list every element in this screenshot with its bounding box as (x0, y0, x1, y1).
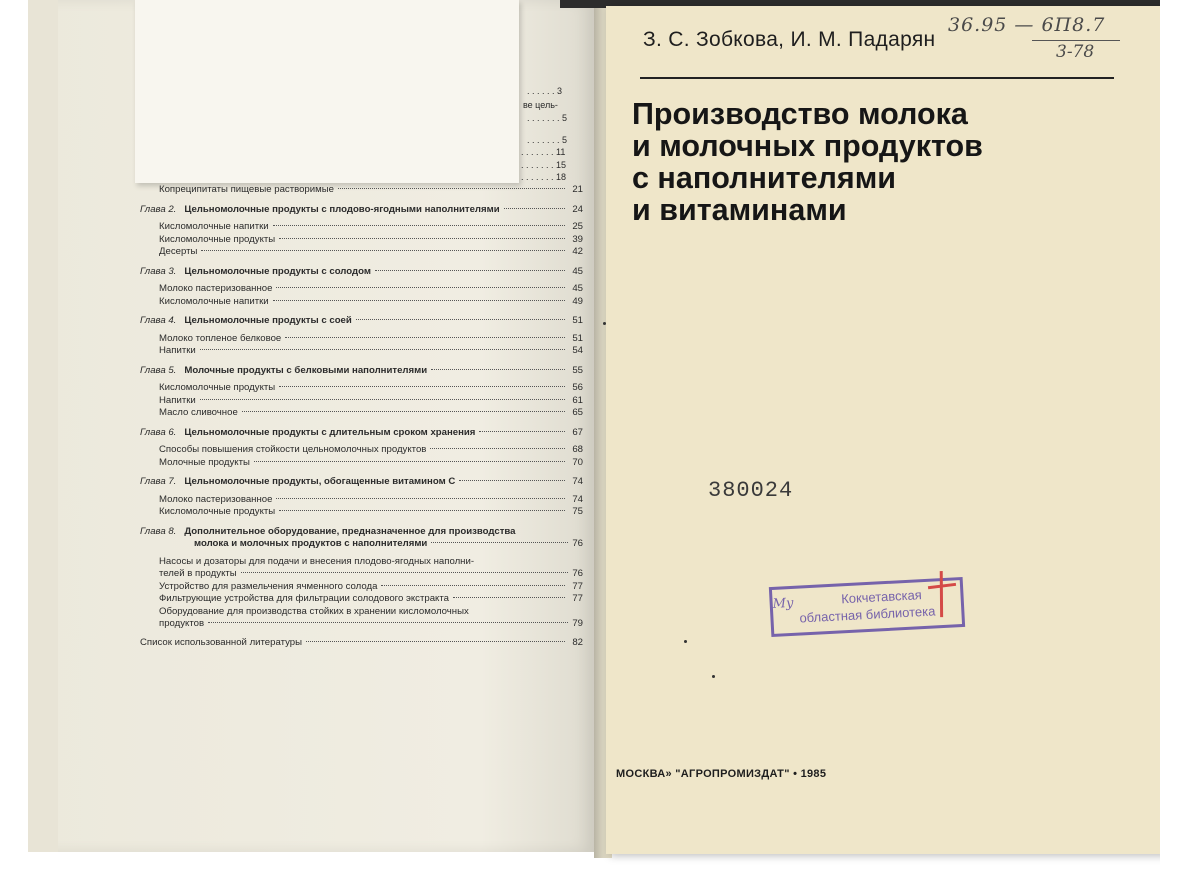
toc-item: Насосы и дозаторы для подачи и внесения плодово-ягодных наполни- телей в продукты 76 (159, 555, 583, 579)
speck (684, 640, 687, 643)
toc-item: Список использованной литературы 82 (140, 636, 583, 648)
toc-item: Кисломолочные продукты 75 (159, 506, 583, 517)
toc-item: Десерты 42 (159, 246, 583, 257)
toc-fragment: . . . . . . 3 (527, 86, 563, 96)
scan-margin (1160, 0, 1200, 871)
toc-item: Копреципитаты пищевые растворимые 21 (159, 184, 583, 195)
toc-fragment: . . . . . . . 15 (521, 160, 567, 170)
divider (640, 77, 1114, 79)
page-edge (28, 0, 58, 852)
toc-item: Молоко пастеризованное 45 (159, 283, 583, 294)
book-authors: З. С. Зобкова, И. М. Падарян (643, 28, 936, 51)
publisher-imprint: МОСКВА» "АГРОПРОМИЗДАТ" • 1985 (616, 768, 827, 780)
speck (712, 675, 715, 678)
toc-item: Устройство для размельчения ячменного солода 77 (159, 580, 583, 592)
toc-item: Молоко топленое белковое 51 (159, 332, 583, 344)
toc-fragment: . . . . . . . 18 (521, 172, 567, 182)
toc-item: Оборудование для производства стойких в хранении кисломолочных продуктов 79 (159, 605, 583, 629)
toc-fragment: . . . . . . . 11 (521, 147, 566, 157)
toc-item: Молоко пастеризованное 74 (159, 493, 583, 505)
toc-item: Кисломолочные продукты 39 (159, 233, 583, 245)
toc-item: Кисломолочные продукты 56 (159, 382, 583, 393)
toc-chapter: Глава 5. Молочные продукты с белковыми наполнителями 55 (140, 364, 583, 376)
toc-chapter: Глава 6. Цельномолочные продукты с длительным сроком хранения 67 (140, 426, 583, 438)
toc-chapter: Глава 3. Цельномолочные продукты с солодом 45 (140, 265, 583, 277)
toc-chapter: Глава 4. Цельномолочные продукты с соей 51 (140, 315, 583, 326)
library-stamp: Му Кокчетавская областная библиотека (769, 577, 965, 637)
toc-fragment: . . . . . . . 5 (527, 113, 568, 123)
toc-item: Кисломолочные напитки 49 (159, 295, 583, 307)
toc-fragment: ве цель- (523, 100, 558, 110)
shelfmark-handwritten: 36.95 — 6П8.7 3-78 (948, 14, 1105, 36)
toc-item: Молочные продукты 70 (159, 456, 583, 468)
toc-chapter: Глава 8. Дополнительное оборудование, предназначенное для производства молока и молочных продуктов с наполнителями 76 (140, 525, 583, 549)
toc-item: Кисломолочные напитки 25 (159, 221, 583, 232)
toc-item: Напитки 61 (159, 394, 583, 406)
toc-item: Фильтрующие устройства для фильтрации солодового экстракта 77 (159, 593, 583, 604)
toc-chapter: Глава 2. Цельномолочные продукты с плодово-ягодными наполнителями 24 (140, 203, 583, 215)
toc-item: Масло сливочное 65 (159, 407, 583, 418)
toc-item: Способы повышения стойкости цельномолочных продуктов 68 (159, 444, 583, 455)
table-of-contents (140, 184, 583, 649)
inventory-number: 380024 (708, 478, 794, 503)
book-title: Производство молока и молочных продуктов с наполнителями и витаминами (632, 97, 983, 227)
red-cross-mark (923, 568, 962, 622)
toc-chapter: Глава 7. Цельномолочные продукты, обогащенные витамином С 74 (140, 476, 583, 487)
toc-fragment: . . . . . . . 5 (527, 135, 568, 145)
speck (603, 322, 606, 325)
toc-item: Напитки 54 (159, 345, 583, 356)
paper-slip (135, 0, 519, 183)
